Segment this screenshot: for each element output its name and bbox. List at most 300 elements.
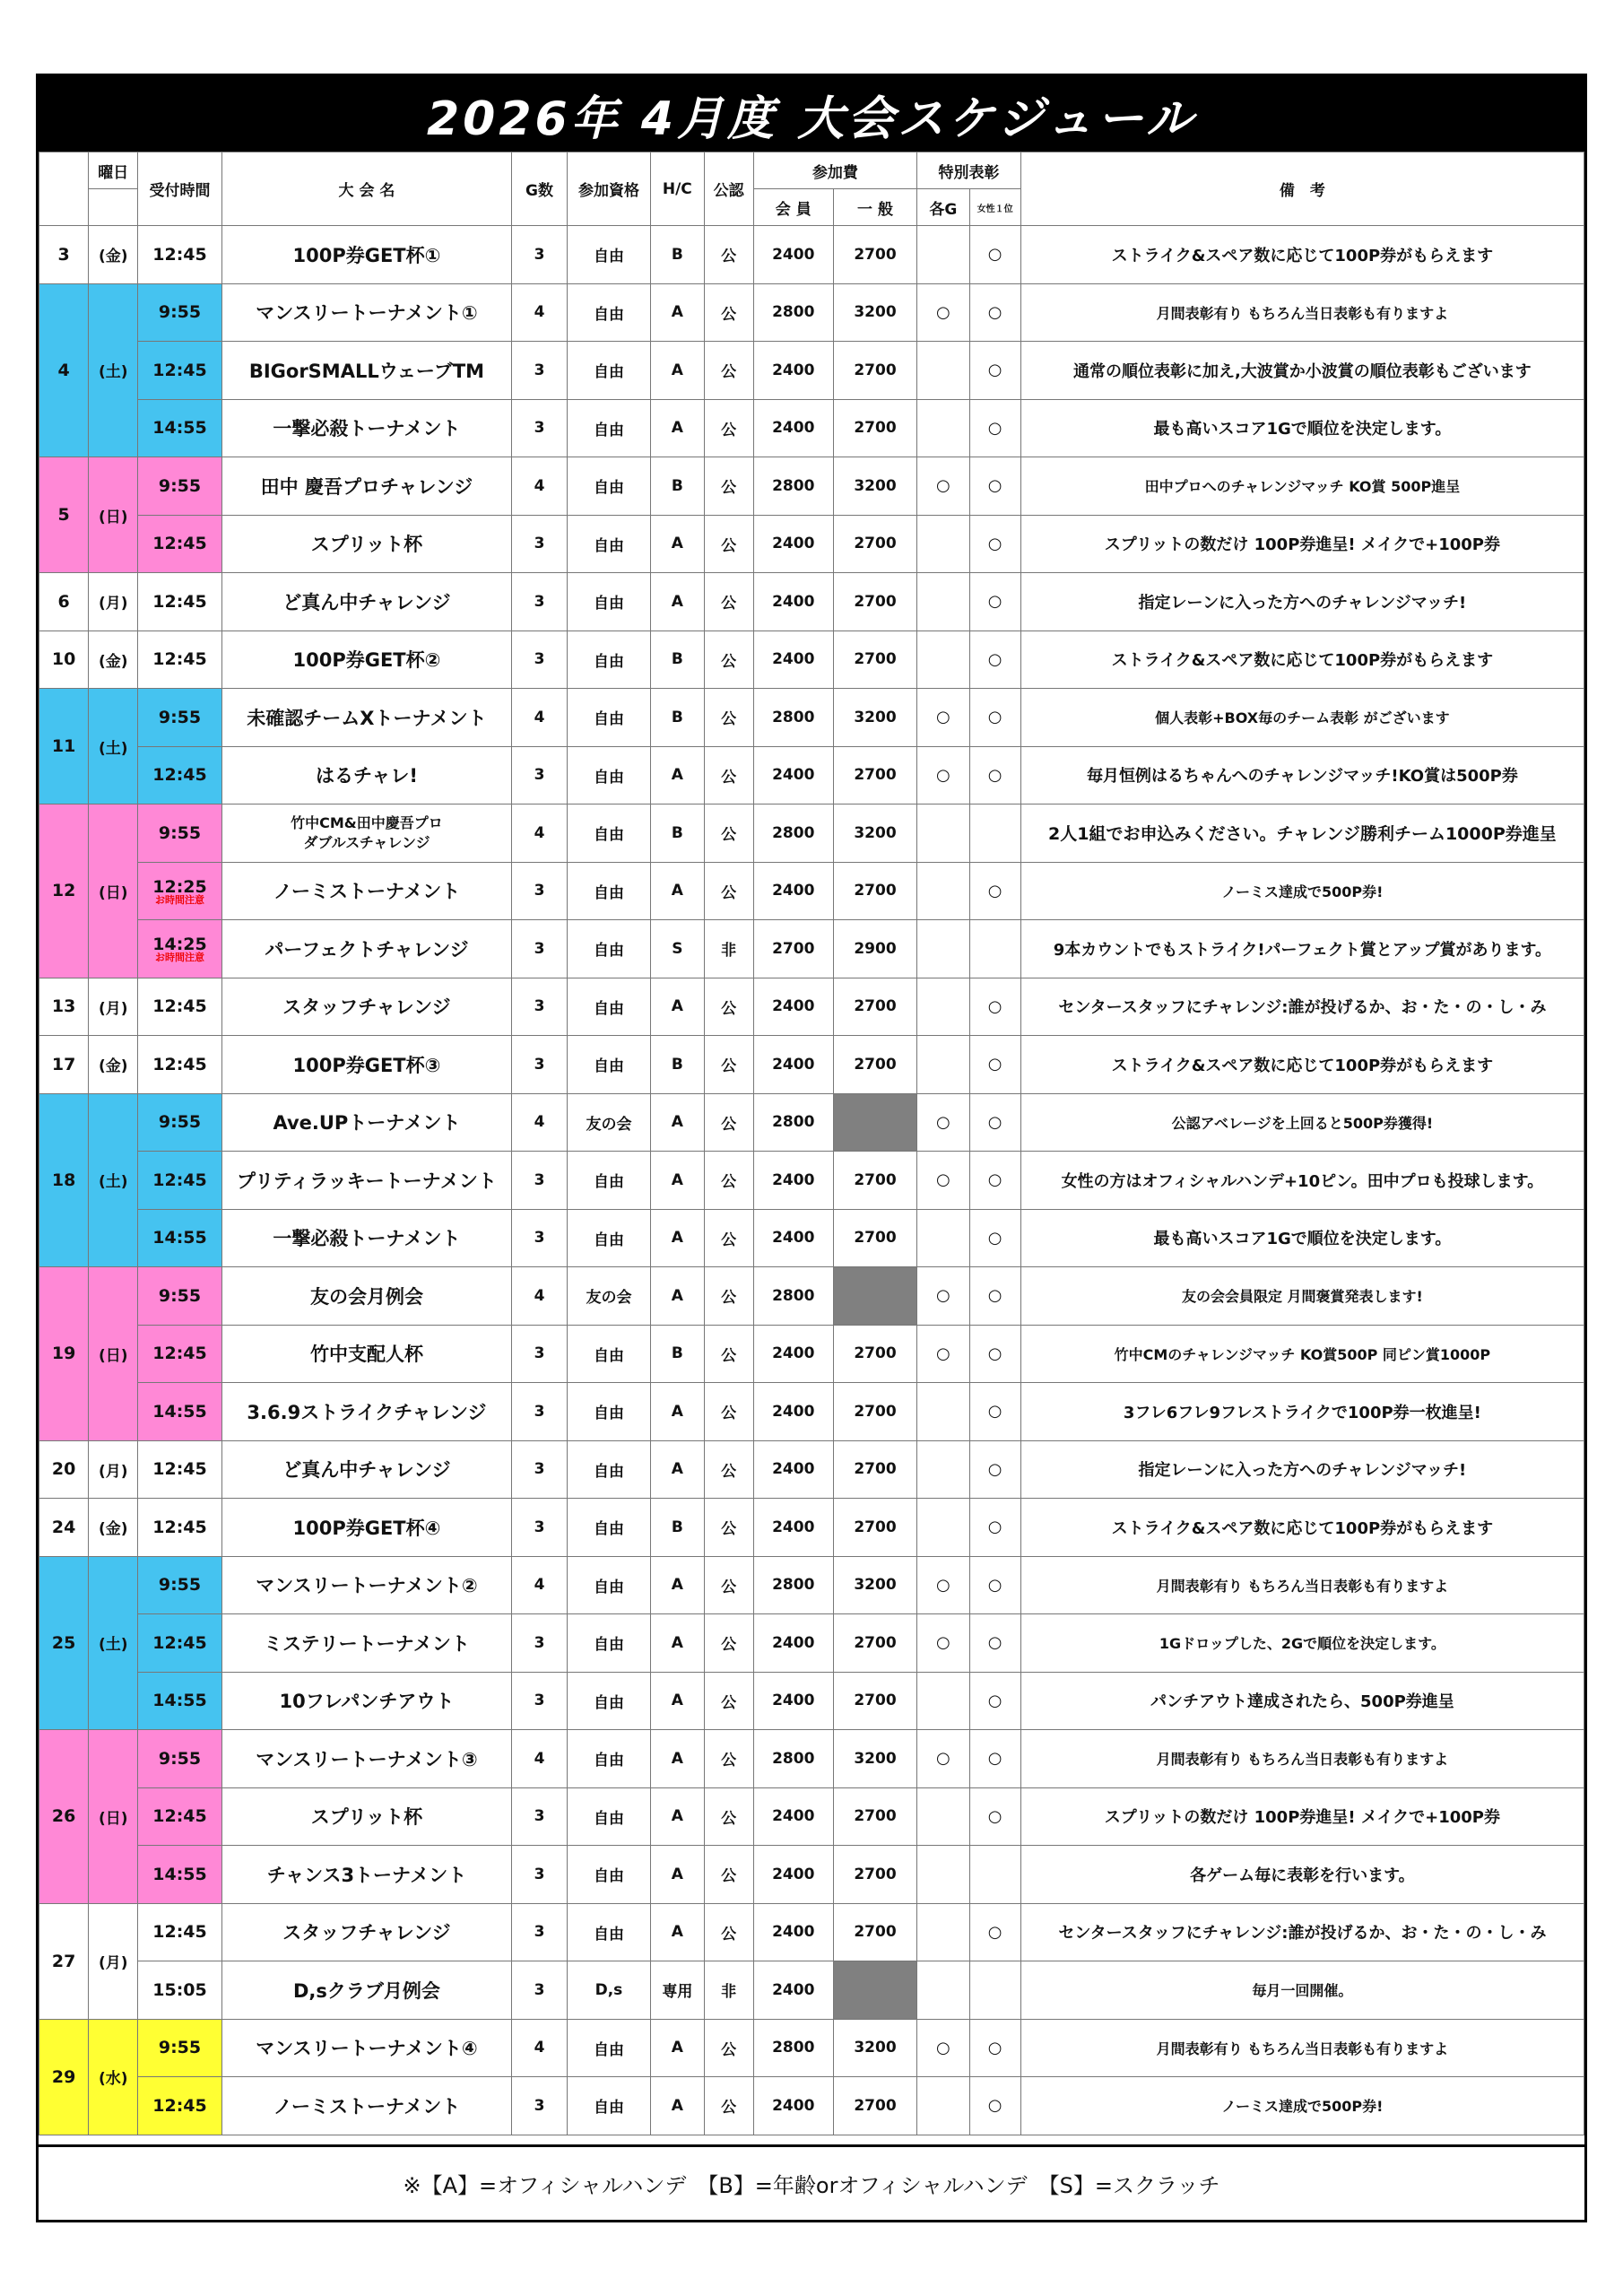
eligibility: 自由 (567, 515, 650, 573)
award-female: ○ (969, 862, 1020, 920)
eligibility: 自由 (567, 573, 650, 631)
fee-general: 3200 (833, 804, 916, 863)
eligibility: 自由 (567, 920, 650, 978)
fee-member: 2400 (753, 1787, 833, 1846)
eligibility: 自由 (567, 1152, 650, 1210)
fee-member: 2400 (753, 399, 833, 457)
time-warning: お時間注意 (154, 893, 204, 906)
reception-time (138, 283, 221, 342)
notes-cell: ストライク&スペア数に応じて100P券がもらえます (1020, 1036, 1584, 1094)
fee-member: 2400 (753, 746, 833, 804)
award-female: ○ (969, 1209, 1020, 1267)
fee-general: 2700 (833, 573, 916, 631)
handicap: A (651, 399, 704, 457)
award-female: ○ (969, 399, 1020, 457)
award-female: ○ (969, 1440, 1020, 1499)
official-mark: 公 (704, 1267, 753, 1326)
reception-time (138, 862, 221, 920)
header-award-each-g: 各G (917, 189, 969, 226)
day-cell: 29 (39, 2019, 89, 2135)
fee-general: 2700 (833, 399, 916, 457)
tournament-name: Ave.UPトーナメント (221, 1093, 512, 1152)
handicap: A (651, 283, 704, 342)
header-time: 受付時間 (138, 152, 221, 226)
official-mark: 公 (704, 2077, 753, 2135)
award-female (969, 1846, 1020, 1904)
notes-cell: ノーミス達成で500P券! (1020, 2077, 1584, 2135)
handicap: A (651, 573, 704, 631)
award-each-g (917, 1672, 969, 1730)
reception-time (138, 457, 221, 516)
award-female: ○ (969, 342, 1020, 400)
notes-cell: ストライク&スペア数に応じて100P券がもらえます (1020, 226, 1584, 284)
eligibility: 自由 (567, 1209, 650, 1267)
weekday-cell: (土) (89, 1093, 138, 1267)
reception-time (138, 2019, 221, 2077)
official-mark: 公 (704, 978, 753, 1036)
tournament-name: BIGorSMALLウェーブTM (221, 342, 512, 400)
reception-time (138, 1903, 221, 1961)
header-day (39, 152, 89, 226)
weekday-cell: (日) (89, 804, 138, 978)
notes-cell: 9本カウントでもストライク!パーフェクト賞とアップ賞があります。 (1020, 920, 1584, 978)
game-count: 3 (512, 1787, 568, 1846)
award-each-g (917, 1961, 969, 2020)
fee-general: 2700 (833, 746, 916, 804)
reception-time (138, 342, 221, 400)
fee-general (833, 1267, 916, 1326)
game-count: 4 (512, 457, 568, 516)
notes-cell: 月間表彰有り もちろん当日表彰も有りますよ (1020, 1556, 1584, 1614)
fee-general (833, 1961, 916, 2020)
time-text: 9:55 (158, 2038, 202, 2058)
table-row (39, 1730, 1584, 1788)
handicap: B (651, 457, 704, 516)
schedule-table (39, 152, 1584, 2135)
game-count: 3 (512, 226, 568, 284)
fee-member: 2800 (753, 1556, 833, 1614)
time-text: 12:45 (152, 244, 207, 265)
reception-time (138, 1614, 221, 1673)
table-row (39, 862, 1584, 920)
header-name: 大 会 名 (221, 152, 512, 226)
game-count: 3 (512, 399, 568, 457)
day-cell: 24 (39, 1499, 89, 1557)
weekday-cell: (水) (89, 2019, 138, 2135)
table-row (39, 689, 1584, 747)
official-mark: 公 (704, 2019, 753, 2077)
reception-time (138, 2077, 221, 2135)
tournament-name: 竹中支配人杯 (221, 1325, 512, 1383)
reception-time (138, 1730, 221, 1788)
reception-time (138, 515, 221, 573)
handicap: S (651, 920, 704, 978)
tournament-name: 一撃必殺トーナメント (221, 399, 512, 457)
time-text: 9:55 (158, 1748, 202, 1769)
notes-cell: 個人表彰+BOX毎のチーム表彰 がございます (1020, 689, 1584, 747)
fee-member: 2800 (753, 457, 833, 516)
fee-member: 2800 (753, 2019, 833, 2077)
game-count: 4 (512, 1267, 568, 1326)
time-text: 14:55 (152, 1401, 207, 1422)
eligibility: 自由 (567, 804, 650, 863)
fee-general: 2700 (833, 1383, 916, 1441)
award-each-g: ○ (917, 1325, 969, 1383)
tournament-name: マンスリートーナメント④ (221, 2019, 512, 2077)
time-text: 14:25 (152, 935, 207, 955)
time-text: 12:45 (152, 1806, 207, 1827)
award-female: ○ (969, 631, 1020, 689)
fee-member: 2800 (753, 804, 833, 863)
time-text: 9:55 (158, 302, 202, 323)
game-count: 3 (512, 342, 568, 400)
eligibility: 友の会 (567, 1093, 650, 1152)
time-text: 9:55 (158, 822, 202, 843)
notes-cell: 毎月一回開催。 (1020, 1961, 1584, 2020)
award-female: ○ (969, 1556, 1020, 1614)
reception-time (138, 399, 221, 457)
weekday-cell: (月) (89, 573, 138, 631)
award-each-g: ○ (917, 1152, 969, 1210)
table-row (39, 1325, 1584, 1383)
fee-member: 2700 (753, 920, 833, 978)
tournament-name: 100P券GET杯② (221, 631, 512, 689)
fee-general: 2700 (833, 1499, 916, 1557)
reception-time (138, 920, 221, 978)
official-mark: 公 (704, 1730, 753, 1788)
eligibility: 自由 (567, 1440, 650, 1499)
award-each-g (917, 804, 969, 863)
award-each-g (917, 1903, 969, 1961)
handicap: B (651, 631, 704, 689)
day-cell: 6 (39, 573, 89, 631)
weekday-cell: (月) (89, 1903, 138, 2019)
reception-time (138, 1961, 221, 2020)
time-text: 12:45 (152, 1170, 207, 1190)
eligibility: 自由 (567, 978, 650, 1036)
reception-time (138, 1267, 221, 1326)
handicap: B (651, 689, 704, 747)
award-each-g (917, 631, 969, 689)
eligibility: 自由 (567, 631, 650, 689)
fee-member: 2800 (753, 1730, 833, 1788)
weekday-cell: (金) (89, 226, 138, 284)
fee-member: 2400 (753, 978, 833, 1036)
game-count: 3 (512, 2077, 568, 2135)
game-count: 4 (512, 1730, 568, 1788)
header-official: 公認 (704, 152, 753, 226)
notes-cell: 毎月恒例はるちゃんへのチャレンジマッチ!KO賞は500P券 (1020, 746, 1584, 804)
award-female: ○ (969, 573, 1020, 631)
fee-member: 2400 (753, 342, 833, 400)
award-each-g (917, 1499, 969, 1557)
fee-member: 2400 (753, 1036, 833, 1094)
notes-cell: パンチアウト達成されたら、500P券進呈 (1020, 1672, 1584, 1730)
award-each-g: ○ (917, 746, 969, 804)
notes-cell: 通常の順位表彰に加え,大波賞か小波賞の順位表彰もございます (1020, 342, 1584, 400)
eligibility: 自由 (567, 2019, 650, 2077)
handicap: A (651, 2019, 704, 2077)
award-each-g (917, 1846, 969, 1904)
table-row (39, 1787, 1584, 1846)
fee-member: 2400 (753, 1614, 833, 1673)
tournament-name: プリティラッキートーナメント (221, 1152, 512, 1210)
fee-general: 2700 (833, 1903, 916, 1961)
time-text: 12:45 (152, 996, 207, 1017)
game-count: 3 (512, 1846, 568, 1904)
game-count: 3 (512, 515, 568, 573)
fee-member: 2400 (753, 1440, 833, 1499)
game-count: 3 (512, 1614, 568, 1673)
official-mark: 公 (704, 1383, 753, 1441)
time-text: 15:05 (152, 1979, 207, 2000)
award-female (969, 920, 1020, 978)
table-row (39, 1672, 1584, 1730)
official-mark: 公 (704, 573, 753, 631)
award-female: ○ (969, 1267, 1020, 1326)
fee-member: 2400 (753, 2077, 833, 2135)
official-mark: 公 (704, 631, 753, 689)
footer-legend: ※【A】=オフィシャルハンデ 【B】=年齢orオフィシャルハンデ 【S】=スクラッチ (39, 2144, 1584, 2220)
table-row (39, 2077, 1584, 2135)
time-text: 12:45 (152, 2095, 207, 2116)
game-count: 3 (512, 573, 568, 631)
game-count: 4 (512, 804, 568, 863)
table-row (39, 457, 1584, 516)
handicap: B (651, 804, 704, 863)
official-mark: 公 (704, 804, 753, 863)
handicap: B (651, 226, 704, 284)
fee-member: 2400 (753, 1383, 833, 1441)
handicap: A (651, 1093, 704, 1152)
fee-general: 2700 (833, 226, 916, 284)
reception-time (138, 1152, 221, 1210)
fee-member: 2400 (753, 226, 833, 284)
eligibility: 自由 (567, 226, 650, 284)
official-mark: 非 (704, 920, 753, 978)
award-female: ○ (969, 1614, 1020, 1673)
fee-general: 3200 (833, 2019, 916, 2077)
handicap: A (651, 515, 704, 573)
official-mark: 公 (704, 689, 753, 747)
table-row (39, 1152, 1584, 1210)
tournament-name: 100P券GET杯④ (221, 1499, 512, 1557)
award-each-g (917, 399, 969, 457)
fee-general: 2700 (833, 1787, 916, 1846)
time-text: 9:55 (158, 475, 202, 496)
table-row (39, 1267, 1584, 1326)
eligibility: 自由 (567, 1614, 650, 1673)
fee-general: 3200 (833, 689, 916, 747)
game-count: 3 (512, 1672, 568, 1730)
handicap: A (651, 1267, 704, 1326)
header-hc: H/C (651, 152, 704, 226)
award-female: ○ (969, 978, 1020, 1036)
game-count: 3 (512, 746, 568, 804)
tournament-name: スプリット杯 (221, 515, 512, 573)
weekday-cell: (日) (89, 457, 138, 573)
award-female (969, 804, 1020, 863)
header-fee-general: 一 般 (833, 189, 916, 226)
fee-general: 2700 (833, 978, 916, 1036)
table-row (39, 631, 1584, 689)
day-cell: 11 (39, 689, 89, 804)
fee-member: 2400 (753, 862, 833, 920)
game-count: 4 (512, 1556, 568, 1614)
handicap: A (651, 1209, 704, 1267)
reception-time (138, 1383, 221, 1441)
header-award-female: 女性１位 (969, 189, 1020, 226)
day-cell: 17 (39, 1036, 89, 1094)
handicap: B (651, 1499, 704, 1557)
eligibility: 自由 (567, 1672, 650, 1730)
table-row (39, 978, 1584, 1036)
game-count: 4 (512, 689, 568, 747)
official-mark: 公 (704, 746, 753, 804)
handicap: A (651, 978, 704, 1036)
time-text: 12:45 (152, 1459, 207, 1480)
notes-cell: センタースタッフにチャレンジ:誰が投げるか、お・た・の・し・み (1020, 978, 1584, 1036)
eligibility: 自由 (567, 1730, 650, 1788)
fee-member: 2400 (753, 1846, 833, 1904)
day-cell: 26 (39, 1730, 89, 1904)
game-count: 3 (512, 1499, 568, 1557)
fee-member: 2800 (753, 1093, 833, 1152)
table-row (39, 1093, 1584, 1152)
time-text: 12:45 (152, 1344, 207, 1364)
fee-general: 2700 (833, 1440, 916, 1499)
weekday-cell: (金) (89, 1036, 138, 1094)
day-cell: 27 (39, 1903, 89, 2019)
table-row (39, 226, 1584, 284)
weekday-cell: (月) (89, 1440, 138, 1499)
tournament-name: ど真ん中チャレンジ (221, 1440, 512, 1499)
fee-general: 2700 (833, 1152, 916, 1210)
table-row (39, 1556, 1584, 1614)
weekday-cell: (日) (89, 1730, 138, 1904)
game-count: 4 (512, 283, 568, 342)
reception-time (138, 631, 221, 689)
reception-time (138, 1787, 221, 1846)
fee-general: 2700 (833, 1614, 916, 1673)
notes-cell: 竹中CMのチャレンジマッチ KO賞500P 同ピン賞1000P (1020, 1325, 1584, 1383)
award-each-g (917, 515, 969, 573)
fee-member: 2400 (753, 573, 833, 631)
tournament-name: スタッフチャレンジ (221, 978, 512, 1036)
reception-time (138, 804, 221, 863)
time-warning: お時間注意 (154, 952, 204, 964)
weekday-cell: (土) (89, 283, 138, 457)
fee-member: 2800 (753, 1267, 833, 1326)
time-text: 14:55 (152, 418, 207, 439)
eligibility: D,s (567, 1961, 650, 2020)
eligibility: 自由 (567, 1903, 650, 1961)
table-row (39, 1440, 1584, 1499)
eligibility: 自由 (567, 342, 650, 400)
official-mark: 公 (704, 283, 753, 342)
fee-general: 2700 (833, 1325, 916, 1383)
day-cell: 19 (39, 1267, 89, 1441)
handicap: A (651, 1903, 704, 1961)
handicap: A (651, 342, 704, 400)
official-mark: 非 (704, 1961, 753, 2020)
handicap: A (651, 1787, 704, 1846)
award-female: ○ (969, 2019, 1020, 2077)
official-mark: 公 (704, 457, 753, 516)
day-cell: 12 (39, 804, 89, 978)
game-count: 3 (512, 1209, 568, 1267)
tournament-name: 田中 慶吾プロチャレンジ (221, 457, 512, 516)
fee-general: 3200 (833, 1730, 916, 1788)
award-female: ○ (969, 1730, 1020, 1788)
handicap: A (651, 1672, 704, 1730)
tournament-name: スタッフチャレンジ (221, 1903, 512, 1961)
table-row (39, 1903, 1584, 1961)
official-mark: 公 (704, 1093, 753, 1152)
game-count: 4 (512, 2019, 568, 2077)
table-row (39, 746, 1584, 804)
fee-general: 2700 (833, 631, 916, 689)
header-award: 特別表彰 (917, 152, 1021, 189)
game-count: 3 (512, 978, 568, 1036)
tournament-name: ノーミストーナメント (221, 862, 512, 920)
tournament-name: 100P券GET杯③ (221, 1036, 512, 1094)
award-each-g (917, 1036, 969, 1094)
tournament-name: パーフェクトチャレンジ (221, 920, 512, 978)
tournament-name: ど真ん中チャレンジ (221, 573, 512, 631)
fee-general: 2700 (833, 1846, 916, 1904)
header-fee-member: 会 員 (753, 189, 833, 226)
game-count: 3 (512, 1152, 568, 1210)
fee-general: 2700 (833, 862, 916, 920)
table-row (39, 573, 1584, 631)
eligibility: 自由 (567, 689, 650, 747)
fee-general: 3200 (833, 1556, 916, 1614)
table-row (39, 1614, 1584, 1673)
tournament-name: ミステリートーナメント (221, 1614, 512, 1673)
game-count: 3 (512, 1903, 568, 1961)
award-each-g (917, 342, 969, 400)
table-row (39, 1383, 1584, 1441)
table-row (39, 1209, 1584, 1267)
game-count: 3 (512, 1440, 568, 1499)
header-fee: 参加費 (753, 152, 916, 189)
official-mark: 公 (704, 1440, 753, 1499)
fee-general: 2700 (833, 1036, 916, 1094)
table-row (39, 804, 1584, 863)
award-each-g (917, 1383, 969, 1441)
official-mark: 公 (704, 1903, 753, 1961)
weekday-cell: (土) (89, 689, 138, 804)
fee-member: 2400 (753, 1152, 833, 1210)
award-female: ○ (969, 283, 1020, 342)
table-row (39, 399, 1584, 457)
tournament-name: D,sクラブ月例会 (221, 1961, 512, 2020)
official-mark: 公 (704, 515, 753, 573)
game-count: 3 (512, 631, 568, 689)
official-mark: 公 (704, 1614, 753, 1673)
reception-time (138, 1672, 221, 1730)
notes-cell: ノーミス達成で500P券! (1020, 862, 1584, 920)
fee-general (833, 1093, 916, 1152)
game-count: 4 (512, 1093, 568, 1152)
notes-cell: 友の会会員限定 月間褒賞発表します! (1020, 1267, 1584, 1326)
handicap: A (651, 2077, 704, 2135)
notes-cell: スプリットの数だけ 100P券進呈! メイクで+100P券 (1020, 1787, 1584, 1846)
tournament-name: 10フレパンチアウト (221, 1672, 512, 1730)
game-count: 3 (512, 1383, 568, 1441)
eligibility: 自由 (567, 1846, 650, 1904)
